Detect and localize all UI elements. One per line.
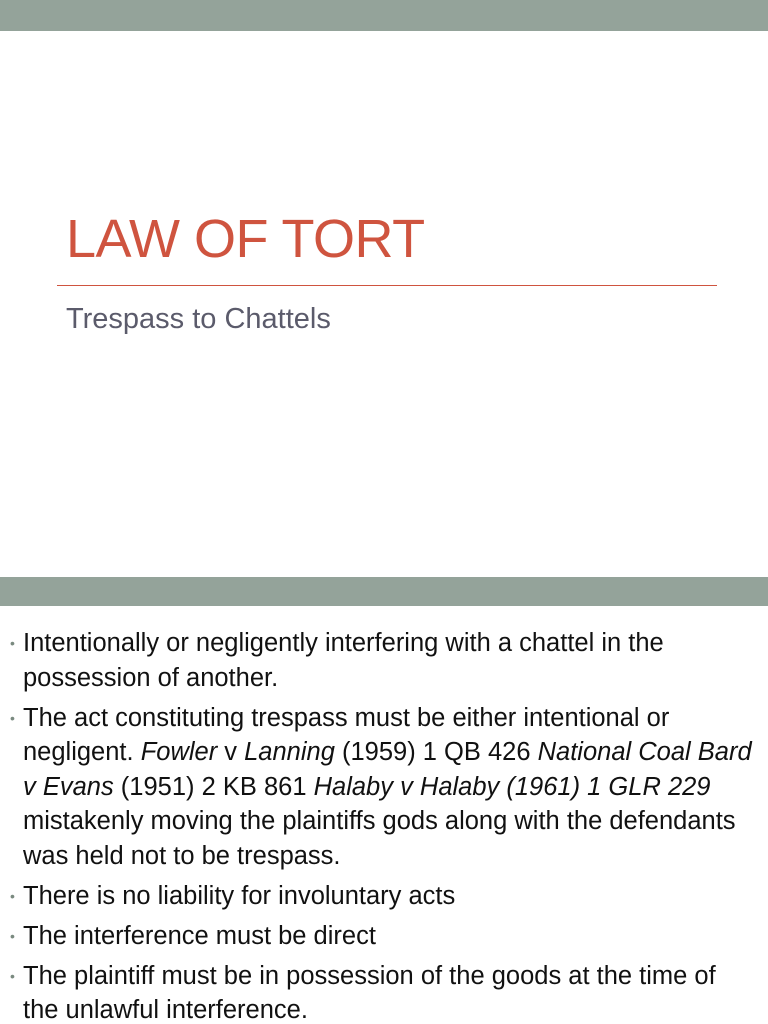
bullet-text [23, 629, 664, 692]
case-name: Halaby v Halaby (1961) 1 GLR 229 [313, 772, 711, 801]
section-band [0, 577, 768, 606]
bullet-dot-icon: • [10, 709, 15, 726]
bullet-segment: (1951) 2 KB 861 [113, 772, 314, 801]
bullet-list [10, 626, 758, 1024]
bullet-segment: The interference must be direct [23, 921, 376, 950]
case-name: National Coal Bard v Evans [23, 738, 752, 801]
bullet-segment: Intentionally or negligently interfering with a chattel in the possession of another. [23, 629, 664, 692]
bullet-segment: The act constituting trespass must be either intentional or negligent. [23, 703, 670, 766]
slide-title: LAW OF TORT [66, 209, 425, 269]
bullet-segment: (1959) 1 QB 426 [334, 738, 538, 766]
bullet-dot-icon: • [10, 635, 15, 651]
bullet-dot-icon: • [10, 967, 15, 984]
bullet-segment: The plaintiff must be in possession of the goods at the time of the unlawful interference. [23, 961, 716, 1024]
title-rule [57, 285, 717, 286]
bullet-item [10, 701, 758, 874]
bullet-segment: v [217, 738, 245, 766]
bullet-text [23, 882, 455, 910]
bullet-dot-icon: • [10, 887, 15, 904]
bullet-segment: mistakenly moving the plaintiffs gods along with the defendants was held not to be trespass. [23, 807, 736, 870]
case-name: Lanning [244, 738, 335, 766]
bullet-item [10, 626, 758, 695]
bullet-item [10, 959, 758, 1024]
top-band [0, 0, 768, 31]
bullet-item [10, 879, 758, 914]
bullet-segment: There is no liability for involuntary acts [23, 881, 456, 910]
bullet-text [23, 704, 752, 870]
bullet-dot-icon: • [10, 927, 15, 944]
bullet-text [23, 962, 716, 1024]
slide-subtitle: Trespass to Chattels [66, 303, 331, 335]
bullet-text [23, 922, 376, 950]
case-name: Fowler [140, 738, 218, 766]
bullet-item [10, 919, 758, 954]
